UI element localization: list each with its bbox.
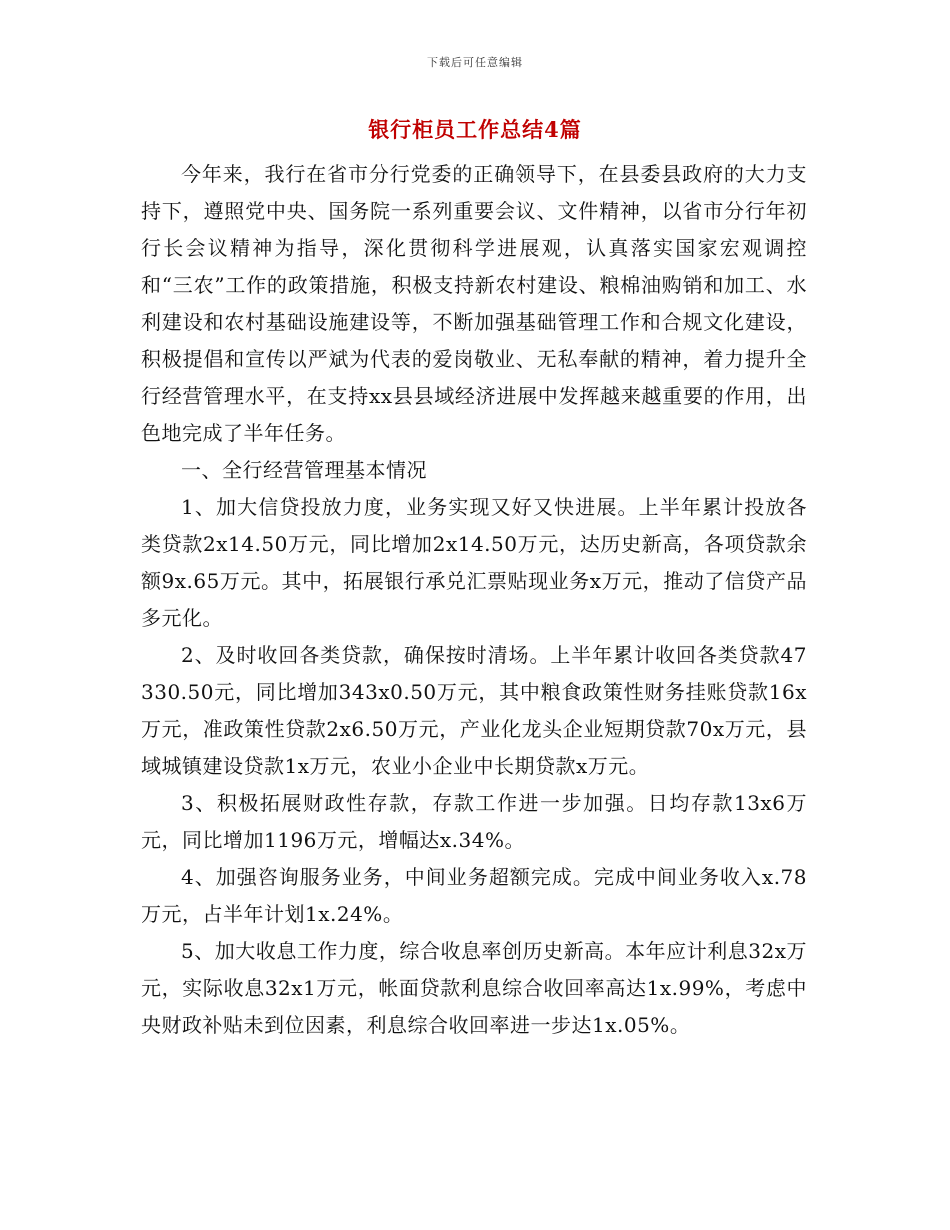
paragraph-item-4: 4、加强咨询服务业务，中间业务超额完成。完成中间业务收入x.78万元，占半年计划1x.24%。 (141, 865, 807, 926)
section-heading: 一、全行经营管理基本情况 (181, 458, 427, 482)
document-title: 银行柜员工作总结4篇 (368, 117, 582, 142)
paragraph-item-1: 1、加大信贷投放力度，业务实现又好又快进展。上半年累计投放各类贷款2x14.50万元，同比增加2x14.50万元，达历史新高，各项贷款余额9x.65万元。其中，拓展银行承兑汇票贴现业务x万元，推动了信贷产品多元化。 (141, 495, 807, 630)
paragraph-item-5: 5、加大收息工作力度，综合收息率创历史新高。本年应计利息32x万元，实际收息32x1万元，帐面贷款利息综合收回率高达1x.99%，考虑中央财政补贴未到位因素，利息综合收回率进一步达1x.05%。 (141, 939, 807, 1037)
paragraph-intro: 今年来，我行在省市分行党委的正确领导下，在县委县政府的大力支持下，遵照党中央、国务院一系列重要会议、文件精神，以省市分行年初行长会议精神为指导，深化贯彻科学进展观，认真落实国家宏观调控和“三农”工作的政策措施，积极支持新农村建设、粮棉油购销和加工、水利建设和农村基础设施建设等，不断加强基础管理工作和合规文化建设，积极提倡和宣传以严斌为代表的爱岗敬业、无私奉献的精神，着力提升全行经营管理水平，在支持xx县县域经济进展中发挥越来越重要的作用，出色地完成了半年任务。 (141, 162, 807, 445)
document-body (141, 156, 807, 1044)
paragraph-item-3: 3、积极拓展财政性存款，存款工作进一步加强。日均存款13x6万元，同比增加1196万元，增幅达x.34%。 (141, 791, 807, 852)
header-note: 下载后可任意编辑 (427, 56, 523, 69)
paragraph-item-2: 2、及时收回各类贷款，确保按时清场。上半年累计收回各类贷款47330.50元，同比增加343x0.50万元，其中粮食政策性财务挂账贷款16x万元，准政策性贷款2x6.50万元，产业化龙头企业短期贷款70x万元，县域城镇建设贷款1x万元，农业小企业中长期贷款x万元。 (141, 643, 807, 778)
